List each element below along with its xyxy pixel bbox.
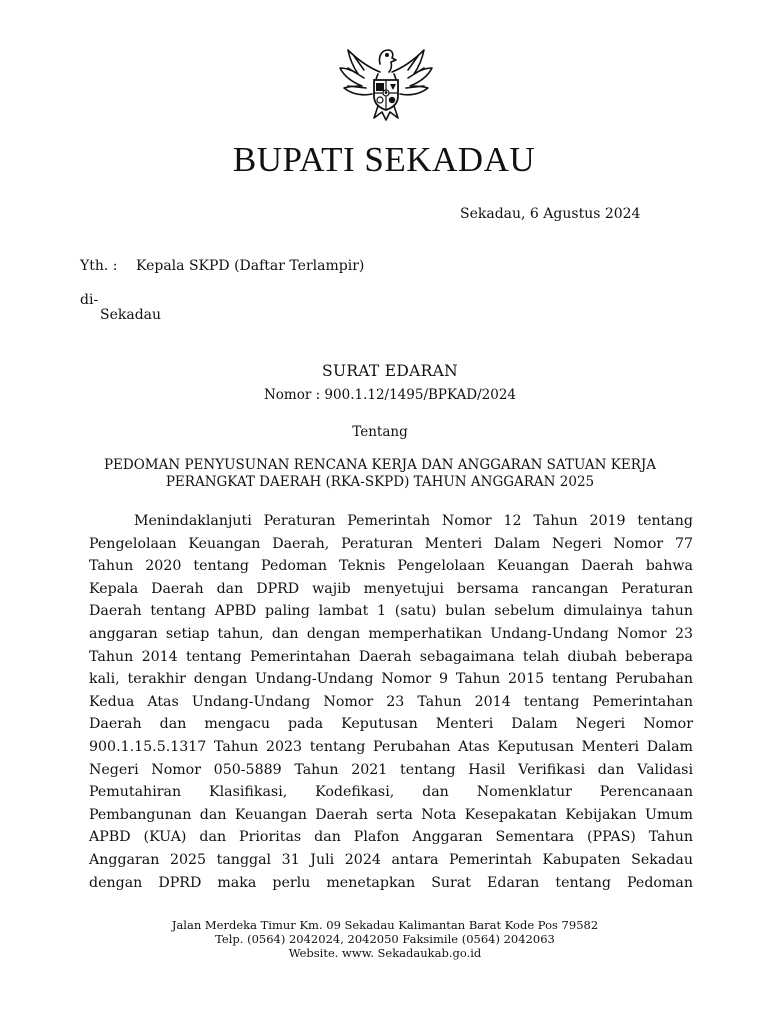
- body-line: kali, terakhir dengan Undang-Undang Nomor 9 Tahun 2015 tentang Perubahan: [89, 671, 693, 688]
- body-line: Tahun 2014 tentang Pemerintahan Daerah sebagaimana telah diubah beberapa: [89, 648, 693, 665]
- body-line: Daerah tentang APBD paling lambat 1 (satu) bulan sebelum dimulainya tahun: [89, 603, 693, 620]
- body-line: APBD (KUA) dan Prioritas dan Plafon Anggaran Sementara (PPAS) Tahun: [89, 829, 693, 846]
- recipient-label: Yth. :: [80, 258, 118, 274]
- footer-address: Jalan Merdeka Timur Km. 09 Sekadau Kalimantan Barat Kode Pos 79582: [171, 918, 599, 932]
- letterhead-title: BUPATI SEKADAU: [232, 140, 536, 179]
- body-line: anggaran setiap tahun, dan dengan memperhatikan Undang-Undang Nomor 23: [89, 625, 693, 642]
- letter-date: Sekadau, 6 Agustus 2024: [460, 206, 641, 222]
- subject-line: PEDOMAN PENYUSUNAN RENCANA KERJA DAN ANGGARAN SATUAN KERJA: [103, 457, 657, 473]
- body-line: Menindaklanjuti Peraturan Pemerintah Nomor 12 Tahun 2019 tentang: [134, 513, 693, 529]
- body-line: Pengelolaan Keuangan Daerah, Peraturan Menteri Dalam Negeri Nomor 77: [89, 535, 693, 552]
- body-line: Negeri Nomor 050-5889 Tahun 2021 tentang Hasil Verifikasi dan Validasi: [89, 761, 693, 778]
- recipient-di-label: di-: [80, 292, 99, 308]
- recipient-line: [80, 258, 364, 274]
- subject-line: PERANGKAT DAERAH (RKA-SKPD) TAHUN ANGGARAN 2025: [165, 474, 595, 490]
- document-type: SURAT EDARAN: [322, 362, 458, 380]
- footer-website: Website. www. Sekadaukab.go.id: [288, 946, 482, 960]
- body-line: 900.1.15.5.1317 Tahun 2023 tentang Perubahan Atas Keputusan Menteri Dalam: [89, 738, 693, 755]
- garuda-emblem-icon: [334, 46, 438, 124]
- body-line: Anggaran 2025 tanggal 31 Juli 2024 antara Pemerintah Kabupaten Sekadau: [89, 851, 693, 868]
- body-line: dengan DPRD maka perlu menetapkan Surat Edaran tentang Pedoman: [89, 874, 693, 891]
- document-number: Nomor : 900.1.12/1495/BPKAD/2024: [263, 387, 517, 403]
- letter-footer: [0, 918, 768, 960]
- document-subject: [0, 457, 760, 491]
- recipient-name: Kepala SKPD (Daftar Terlampir): [136, 258, 365, 274]
- footer-phone: Telp. (0564) 2042024, 2042050 Faksimile (0564) 2042063: [215, 932, 555, 946]
- recipient-place: Sekadau: [100, 307, 162, 323]
- body-line: Kedua Atas Undang-Undang Nomor 23 Tahun 2014 tentang Pemerintahan: [89, 693, 693, 710]
- body-line: Daerah dan mengacu pada Keputusan Menteri Dalam Negeri Nomor: [89, 716, 693, 733]
- body-paragraph: [89, 510, 693, 894]
- body-line: Kepala Daerah dan DPRD wajib menyetujui bersama rancangan Peraturan: [89, 580, 693, 597]
- document-tentang: Tentang: [352, 424, 408, 440]
- body-line: Pemutahiran Klasifikasi, Kodefikasi, dan Nomenklatur Perencanaan: [89, 784, 693, 801]
- body-line: Tahun 2020 tentang Pedoman Teknis Pengelolaan Keuangan Daerah bahwa: [89, 558, 693, 575]
- body-line: Pembangunan dan Keuangan Daerah serta Nota Kesepakatan Kebijakan Umum: [89, 806, 693, 823]
